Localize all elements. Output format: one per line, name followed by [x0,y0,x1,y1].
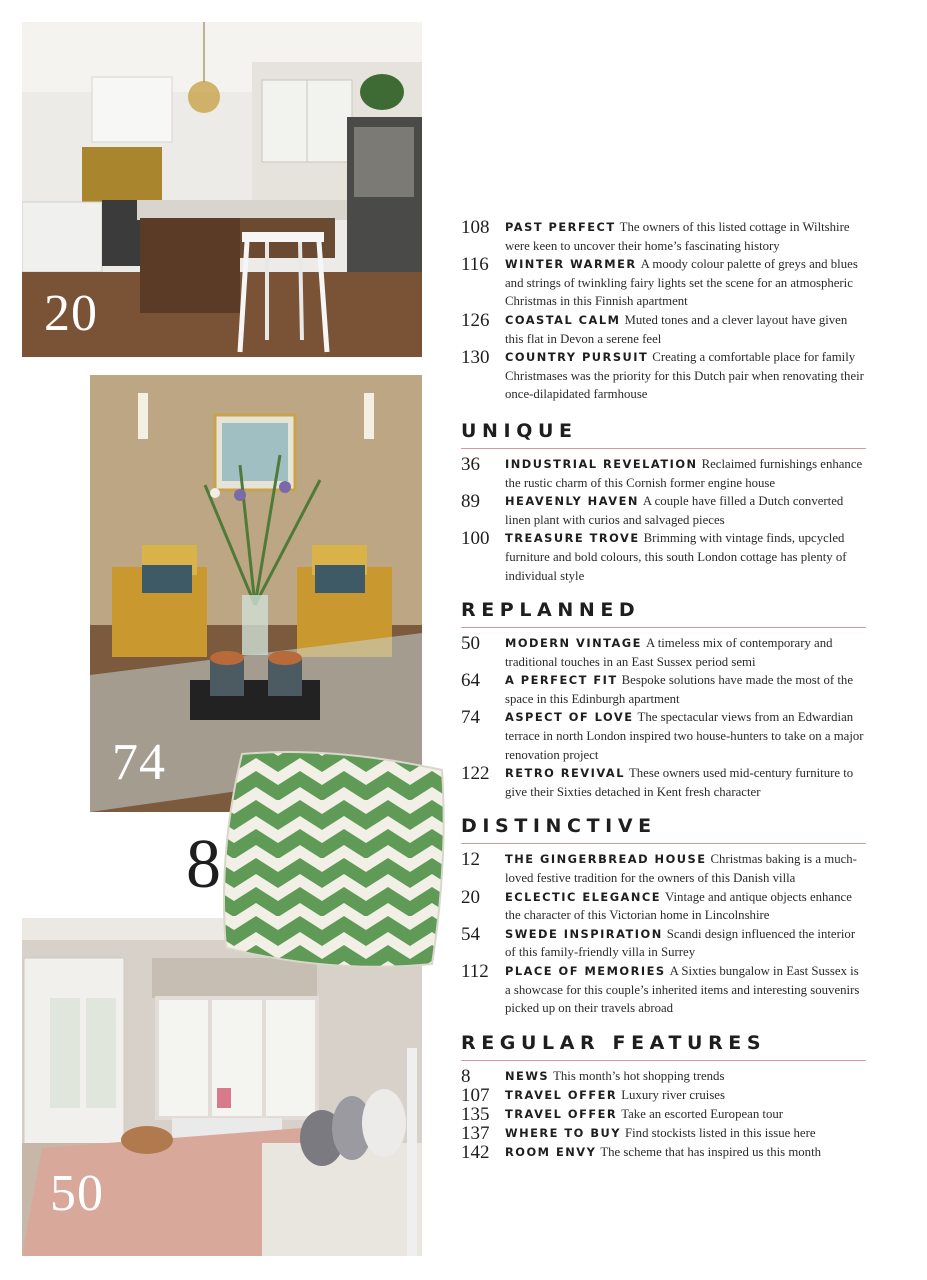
section-heading: REPLANNED [461,599,866,628]
section-unique [461,420,866,585]
contents-entry[interactable] [461,671,866,708]
bedroom-page-number: 50 [50,1165,104,1222]
section-regular-features [461,1032,866,1162]
entry-page-number: 137 [461,1122,490,1144]
contents-entry[interactable] [461,529,866,585]
entry-title: MODERN VINTAGE [505,636,642,651]
entry-title: HEAVENLY HAVEN [505,494,639,509]
kitchen-photo[interactable] [22,22,422,357]
entry-description: Creating a comfortable place for family Christmases was the priority for this Dutch pair when renovating their once-dilapidated farmhouse [505,350,864,402]
contents-entry[interactable] [461,1086,866,1105]
entry-description: Bespoke solutions have made the most of the space in this Edinburgh apartment [505,673,854,706]
entry-body [505,348,866,404]
entry-description: Vintage and antique objects enhance the character of this Victorian home in Lincolnshire [505,889,852,923]
entry-title: ASPECT OF LOVE [505,710,634,725]
entry-body [505,1143,866,1162]
contents-entry[interactable] [461,218,866,255]
entry-page-number: 89 [461,491,480,513]
entry-description: A Sixties bungalow in East Sussex is a showcase for this couple’s inherited items and interesting souvenirs picked up on their travels abroad [505,964,860,1016]
entry-body [505,311,866,348]
entry-title: ROOM ENVY [505,1144,597,1159]
entry-title: COUNTRY PURSUIT [505,350,649,365]
contents-entry[interactable] [461,492,866,529]
entry-title: COASTAL CALM [505,312,621,327]
contents-entry[interactable] [461,1124,866,1143]
entry-page-number: 20 [461,886,480,908]
entry-description: A timeless mix of contemporary and traditional touches in an East Sussex period semi [505,636,833,669]
entry-title: ECLECTIC ELEGANCE [505,889,662,904]
contents-list [461,218,866,1176]
kitchen-page-number: 20 [44,285,98,342]
entry-page-number: 135 [461,1103,490,1125]
section-heading: DISTINCTIVE [461,815,866,844]
entry-page-number: 12 [461,849,480,871]
entry-body [505,455,866,492]
cushion-photo[interactable] [212,742,450,976]
entry-page-number: 122 [461,763,490,785]
cushion-page-number: 8 [186,826,221,903]
section-distinctive [461,815,866,1017]
entry-body [505,1105,866,1124]
entry-page-number: 112 [461,961,489,982]
contents-entry[interactable] [461,1067,866,1086]
living-room-page-number: 74 [112,734,166,791]
contents-entry[interactable] [461,311,866,348]
entry-title: PAST PERFECT [505,220,616,234]
entry-title: TRAVEL OFFER [505,1106,618,1121]
contents-entry[interactable] [461,925,866,962]
entry-page-number: 142 [461,1141,490,1163]
entry-page-number: 116 [461,254,489,276]
entry-description: Take an escorted European tour [621,1106,784,1121]
entry-page-number: 36 [461,453,480,475]
entry-body [505,634,866,671]
contents-entry[interactable] [461,764,866,801]
entry-body [505,255,866,311]
entry-page-number: 108 [461,217,490,238]
entry-description: The scheme that has inspired us this month [600,1144,822,1159]
entry-body [505,1086,866,1105]
entry-title: PLACE OF MEMORIES [505,964,666,978]
intro-entries [461,218,866,404]
entry-title: TRAVEL OFFER [505,1087,618,1102]
entry-description: This month’s hot shopping trends [553,1068,725,1083]
entry-description: Luxury river cruises [621,1087,725,1102]
entry-description: Scandi design influenced the interior of this family-friendly villa in Surrey [505,926,856,960]
entry-description: Reclaimed furnishings enhance the rustic charm of this Cornish former engine house [505,456,863,490]
entry-body [505,529,866,585]
section-replanned [461,599,866,801]
entry-page-number: 130 [461,347,490,369]
contents-entry[interactable] [461,634,866,671]
entry-body [505,850,866,887]
section-heading: REGULAR FEATURES [461,1032,866,1061]
contents-entry[interactable] [461,962,866,1018]
entry-body [505,962,866,1018]
entry-body [505,708,866,764]
contents-entry[interactable] [461,255,866,311]
entry-body [505,925,866,962]
entry-description: Find stockists listed in this issue here [625,1125,816,1140]
entry-body [505,1067,866,1086]
entry-title: WINTER WARMER [505,257,637,272]
entry-page-number: 126 [461,309,490,331]
entry-page-number: 54 [461,923,480,945]
sections [461,420,866,1162]
entry-description: The spectacular views from an Edwardian terrace in north London inspired two house-hunters to take on a major renovation project [505,710,864,762]
entry-title: THE GINGERBREAD HOUSE [505,852,707,867]
entry-title: A PERFECT FIT [505,673,618,688]
entry-description: A moody colour palette of greys and blues and strings of twinkling fairy lights set the scene for an atmospheric Christmas in this Finnish apartment [505,257,858,309]
entry-body [505,671,866,708]
entry-description: Brimming with vintage finds, upcycled furniture and bold colours, this south London cottage has plenty of individual style [505,531,847,583]
entry-title: SWEDE INSPIRATION [505,926,663,941]
entry-page-number: 64 [461,670,480,692]
entry-description: A couple have filled a Dutch converted linen plant with curios and salvaged pieces [505,494,844,527]
entry-page-number: 74 [461,707,480,729]
contents-entry[interactable] [461,455,866,492]
contents-entry[interactable] [461,850,866,887]
entry-title: RETRO REVIVAL [505,766,625,781]
entry-body [505,764,866,801]
entry-description: The owners of this listed cottage in Wiltshire were keen to uncover their home’s fascinating history [505,220,850,253]
entry-page-number: 100 [461,528,490,550]
entry-body [505,888,866,925]
contents-entry[interactable] [461,348,866,404]
contents-entry[interactable] [461,708,866,764]
entry-title: NEWS [505,1068,550,1083]
section-heading: UNIQUE [461,420,866,449]
entry-page-number: 107 [461,1084,490,1106]
entry-description: Christmas baking is a much-loved festive tradition for the owners of this Danish villa [505,852,857,886]
entry-title: WHERE TO BUY [505,1125,621,1140]
entry-title: TREASURE TROVE [505,531,640,546]
entry-description: Muted tones and a clever layout have given this flat in Devon a serene feel [505,312,848,346]
entry-title: INDUSTRIAL REVELATION [505,456,698,471]
entry-page-number: 50 [461,633,480,655]
green-cushion-illustration [212,742,450,976]
entry-body [505,218,866,255]
entry-page-number: 8 [461,1065,471,1087]
contents-entry[interactable] [461,888,866,925]
entry-body [505,492,866,529]
entry-description: These owners used mid-century furniture to give their Sixties detached in Kent fresh character [505,766,854,799]
contents-entry[interactable] [461,1143,866,1162]
entry-body [505,1124,866,1143]
contents-entry[interactable] [461,1105,866,1124]
